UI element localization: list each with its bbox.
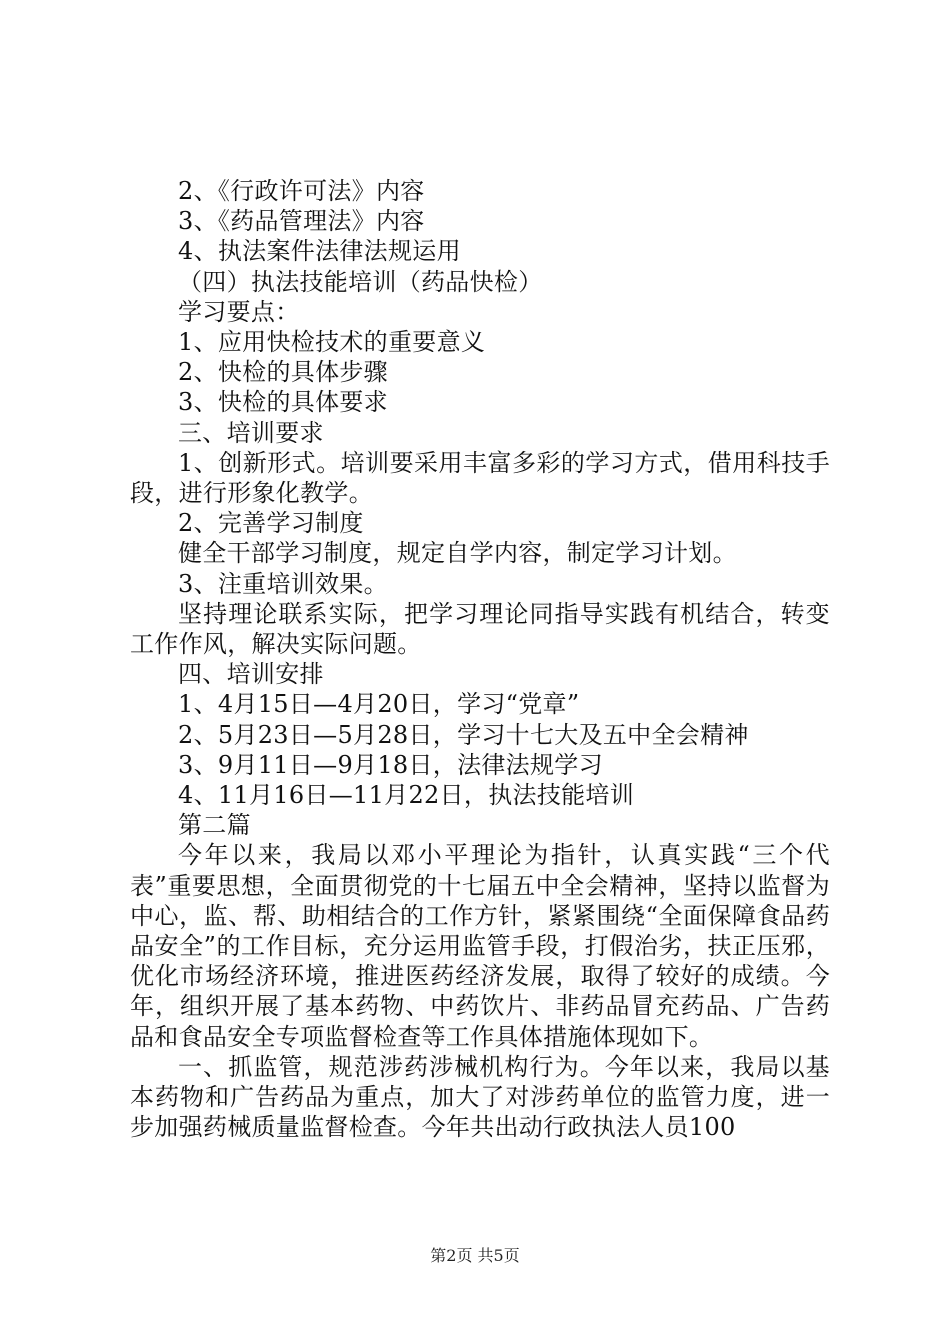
paragraph: 3、9月11日—9月18日，法律法规学习 [178,750,603,779]
paragraph: 3、快检的具体要求 [178,388,388,417]
paragraph: 1、4月15日—4月20日，学习“党章” [178,690,580,719]
paragraph: 3、注重培训效果。 [178,569,388,598]
page-footer [0,1243,950,1266]
paragraph: 2、快检的具体步骤 [178,358,388,387]
paragraph: 一、抓监管，规范涉药涉械机构行为。今年以来，我局以基本药物和广告药品为重点，加大了对涉药单位的监管力度，进一步加强药械质量监督检查。今年共出动行政执法人员100 [130,1052,830,1142]
document-body [130,176,830,1143]
paragraph: 2、5月23日—5月28日，学习十七大及五中全会精神 [178,720,749,749]
paragraph: 学习要点： [178,297,300,326]
paragraph: 今年以来，我局以邓小平理论为指针，认真实践“三个代表”重要思想，全面贯彻党的十七届五中全会精神，坚持以监督为中心，监、帮、助相结合的工作方针，紧紧围绕“全面保障食品药品安全”的工作目标，充分运用监管手段，打假治劣，扶正压邪，优化市场经济环境，推进医药经济发展，取得了较好的成绩。今年，组织开展了基本药物、中药饮片、非药品冒充药品、广告药品和食品安全专项监督检查等工作具体措施体现如下。 [130,841,830,1051]
paragraph: 坚持理论联系实际，把学习理论同指导实践有机结合，转变工作作风，解决实际问题。 [130,599,830,659]
paragraph: 1、创新形式。培训要采用丰富多彩的学习方式，借用科技手段，进行形象化教学。 [130,448,830,508]
paragraph: 4、11月16日—11月22日，执法技能培训 [178,781,635,810]
section-heading: （四）执法技能培训（药品快检） [178,267,543,296]
paragraph: 2、《行政许可法》内容 [178,177,425,205]
page-number: 第2页 共5页 [430,1246,520,1265]
section-heading: 第二篇 [178,811,251,840]
paragraph: 4、执法案件法律法规运用 [178,237,461,266]
paragraph: 1、应用快检技术的重要意义 [178,328,486,357]
section-heading: 三、培训要求 [178,418,324,447]
paragraph: 2、完善学习制度 [178,509,364,538]
paragraph: 健全干部学习制度，规定自学内容，制定学习计划。 [178,539,737,568]
section-heading: 四、培训安排 [178,660,324,689]
paragraph: 3、《药品管理法》内容 [178,207,425,236]
